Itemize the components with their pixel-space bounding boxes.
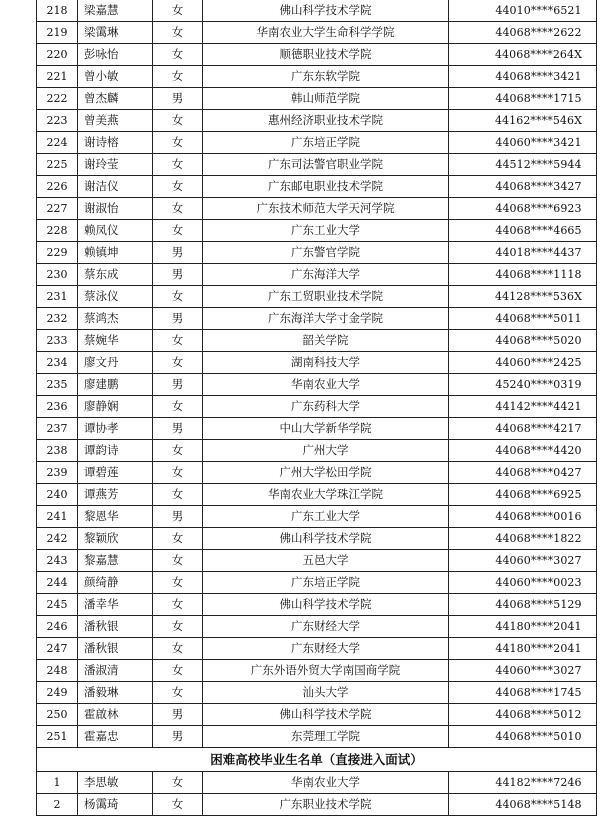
row-id-number: 44180****2041 [449,638,597,660]
row-number: 230 [37,264,78,286]
row-school: 广东海洋大学寸金学院 [203,308,449,330]
table-row [37,572,597,594]
row-school: 佛山科学技术学院 [203,0,449,22]
row-school: 韩山师范学院 [203,88,449,110]
row-school: 广州大学松田学院 [203,462,449,484]
row-gender: 女 [153,352,203,374]
row-number: 247 [37,638,78,660]
table-row [37,242,597,264]
row-id-number: 44162****546X [449,110,597,132]
row-gender: 男 [153,88,203,110]
row-name: 廖建鹏 [78,374,153,396]
row-name: 潘毅琳 [78,682,153,704]
row-name: 廖静娴 [78,396,153,418]
row-number: 226 [37,176,78,198]
row-name: 蔡鸿杰 [78,308,153,330]
row-gender: 女 [153,396,203,418]
row-school: 湖南科技大学 [203,352,449,374]
row-id-number: 44068****5010 [449,726,597,748]
row-name: 赖镇坤 [78,242,153,264]
row-number: 251 [37,726,78,748]
section-title-row [37,748,597,772]
row-number: 2 [37,794,78,816]
row-gender: 男 [153,704,203,726]
row-gender: 女 [153,286,203,308]
row-number: 223 [37,110,78,132]
row-school: 广东技术师范大学天河学院 [203,198,449,220]
table-row [37,704,597,726]
row-school: 广东培正学院 [203,132,449,154]
row-gender: 女 [153,0,203,22]
row-number: 233 [37,330,78,352]
row-id-number: 44068****1822 [449,528,597,550]
row-gender: 女 [153,220,203,242]
row-id-number: 44182****7246 [449,772,597,794]
row-gender: 女 [153,66,203,88]
table-row [37,352,597,374]
row-gender: 女 [153,44,203,66]
row-number: 228 [37,220,78,242]
row-gender: 男 [153,264,203,286]
row-id-number: 44018****4437 [449,242,597,264]
row-school: 广州大学 [203,440,449,462]
table-row [37,330,597,352]
row-id-number: 44060****2425 [449,352,597,374]
row-number: 242 [37,528,78,550]
table-row [37,660,597,682]
row-number: 232 [37,308,78,330]
row-gender: 男 [153,374,203,396]
table-row [37,286,597,308]
row-id-number: 44512****5944 [449,154,597,176]
row-id-number: 44068****1745 [449,682,597,704]
row-school: 惠州经济职业技术学院 [203,110,449,132]
row-gender: 女 [153,550,203,572]
row-number: 250 [37,704,78,726]
table-row [37,616,597,638]
row-name: 霍啟林 [78,704,153,726]
row-id-number: 44068****3421 [449,66,597,88]
table-row [37,198,597,220]
row-id-number: 44068****5020 [449,330,597,352]
row-number: 222 [37,88,78,110]
row-id-number: 44068****2622 [449,22,597,44]
row-id-number: 44068****5011 [449,308,597,330]
row-gender: 男 [153,726,203,748]
row-name: 谭燕芳 [78,484,153,506]
row-name: 潘幸华 [78,594,153,616]
row-school: 广东财经大学 [203,638,449,660]
table-row [37,264,597,286]
table-row [37,154,597,176]
row-school: 广东警官学院 [203,242,449,264]
row-gender: 女 [153,660,203,682]
row-gender: 女 [153,110,203,132]
row-id-number: 44128****536X [449,286,597,308]
table-row [37,22,597,44]
row-gender: 女 [153,176,203,198]
row-school: 华南农业大学 [203,374,449,396]
row-id-number: 44068****5148 [449,794,597,816]
row-school: 东莞理工学院 [203,726,449,748]
row-number: 218 [37,0,78,22]
row-name: 黎颖欣 [78,528,153,550]
row-id-number: 44068****1118 [449,264,597,286]
difficult-graduates-table-body [37,772,597,816]
row-name: 霍嘉忠 [78,726,153,748]
row-gender: 男 [153,308,203,330]
row-name: 曾小敏 [78,66,153,88]
row-number: 246 [37,616,78,638]
row-name: 彭咏怡 [78,44,153,66]
row-school: 佛山科学技术学院 [203,528,449,550]
row-school: 佛山科学技术学院 [203,704,449,726]
row-school: 广东财经大学 [203,616,449,638]
row-number: 221 [37,66,78,88]
row-name: 李思敏 [78,772,153,794]
row-id-number: 44068****0427 [449,462,597,484]
row-number: 237 [37,418,78,440]
row-number: 224 [37,132,78,154]
table-row [37,396,597,418]
row-number: 229 [37,242,78,264]
row-id-number: 44068****0016 [449,506,597,528]
row-number: 243 [37,550,78,572]
table-row [37,440,597,462]
section-header [37,748,597,772]
table-row [37,682,597,704]
table-row [37,794,597,816]
row-id-number: 44060****3027 [449,550,597,572]
row-number: 240 [37,484,78,506]
row-id-number: 44142****4421 [449,396,597,418]
row-id-number: 44068****1715 [449,88,597,110]
row-name: 杨霭琦 [78,794,153,816]
candidate-table [36,0,597,816]
row-id-number: 44068****4217 [449,418,597,440]
row-name: 颜绮静 [78,572,153,594]
table-row [37,594,597,616]
row-id-number: 44068****5012 [449,704,597,726]
row-number: 220 [37,44,78,66]
row-name: 蔡东成 [78,264,153,286]
row-school: 佛山科学技术学院 [203,594,449,616]
row-school: 广东工业大学 [203,506,449,528]
row-gender: 女 [153,132,203,154]
table-row [37,132,597,154]
table-row [37,462,597,484]
row-gender: 男 [153,242,203,264]
row-name: 谭协孝 [78,418,153,440]
row-school: 华南农业大学生命科学学院 [203,22,449,44]
row-name: 蔡婉华 [78,330,153,352]
row-name: 曾杰麟 [78,88,153,110]
table-row [37,484,597,506]
row-name: 梁嘉慧 [78,0,153,22]
row-school: 顺德职业技术学院 [203,44,449,66]
row-name: 黎恩华 [78,506,153,528]
section-title: 困难高校毕业生名单（直接进入面试） [37,748,597,772]
row-number: 219 [37,22,78,44]
table-row [37,0,597,22]
row-number: 249 [37,682,78,704]
row-gender: 女 [153,638,203,660]
row-school: 汕头大学 [203,682,449,704]
table-row [37,726,597,748]
row-school: 五邑大学 [203,550,449,572]
row-number: 227 [37,198,78,220]
row-gender: 女 [153,462,203,484]
row-id-number: 44060****3421 [449,132,597,154]
table-row [37,220,597,242]
table-row [37,88,597,110]
row-name: 谢玲莹 [78,154,153,176]
row-school: 广东邮电职业技术学院 [203,176,449,198]
row-school: 广东司法警官职业学院 [203,154,449,176]
row-number: 238 [37,440,78,462]
row-number: 244 [37,572,78,594]
row-number: 231 [37,286,78,308]
table-row [37,638,597,660]
row-number: 225 [37,154,78,176]
row-gender: 女 [153,22,203,44]
row-school: 广东药科大学 [203,396,449,418]
row-name: 蔡泳仪 [78,286,153,308]
row-id-number: 44068****3427 [449,176,597,198]
row-school: 广东海洋大学 [203,264,449,286]
row-gender: 女 [153,198,203,220]
table-row [37,308,597,330]
row-number: 248 [37,660,78,682]
row-name: 潘秋银 [78,638,153,660]
row-gender: 女 [153,594,203,616]
table-row [37,418,597,440]
row-school: 广东培正学院 [203,572,449,594]
row-id-number: 44068****264X [449,44,597,66]
row-name: 赖凤仪 [78,220,153,242]
row-id-number: 44060****3027 [449,660,597,682]
table-row [37,772,597,794]
row-gender: 女 [153,682,203,704]
row-name: 谢淑怡 [78,198,153,220]
table-row [37,528,597,550]
row-gender: 女 [153,794,203,816]
candidate-table-body [37,0,597,748]
row-school: 广东东软学院 [203,66,449,88]
row-gender: 女 [153,572,203,594]
row-school: 广东工贸职业技术学院 [203,286,449,308]
table-row [37,374,597,396]
row-school: 韶关学院 [203,330,449,352]
row-name: 谢洁仪 [78,176,153,198]
row-school: 华南农业大学 [203,772,449,794]
row-gender: 男 [153,506,203,528]
table-row [37,110,597,132]
row-number: 245 [37,594,78,616]
row-name: 廖文丹 [78,352,153,374]
table-row [37,44,597,66]
row-gender: 女 [153,484,203,506]
row-name: 黎嘉慧 [78,550,153,572]
row-id-number: 44060****0023 [449,572,597,594]
row-number: 1 [37,772,78,794]
row-gender: 女 [153,154,203,176]
table-row [37,506,597,528]
row-name: 曾美燕 [78,110,153,132]
row-id-number: 44068****4420 [449,440,597,462]
row-school: 中山大学新华学院 [203,418,449,440]
row-name: 潘淑清 [78,660,153,682]
row-school: 华南农业大学珠江学院 [203,484,449,506]
row-name: 梁霭琳 [78,22,153,44]
row-gender: 女 [153,616,203,638]
row-gender: 男 [153,418,203,440]
row-id-number: 44180****2041 [449,616,597,638]
row-number: 234 [37,352,78,374]
table-row [37,550,597,572]
row-gender: 女 [153,528,203,550]
row-gender: 女 [153,440,203,462]
row-name: 潘秋银 [78,616,153,638]
row-number: 241 [37,506,78,528]
row-id-number: 45240****0319 [449,374,597,396]
row-school: 广东外语外贸大学南国商学院 [203,660,449,682]
row-id-number: 44010****6521 [449,0,597,22]
row-number: 236 [37,396,78,418]
table-row [37,176,597,198]
row-id-number: 44068****4665 [449,220,597,242]
row-number: 235 [37,374,78,396]
row-school: 广东职业技术学院 [203,794,449,816]
row-gender: 女 [153,330,203,352]
row-number: 239 [37,462,78,484]
row-school: 广东工业大学 [203,220,449,242]
row-id-number: 44068****6925 [449,484,597,506]
row-name: 谭碧莲 [78,462,153,484]
row-id-number: 44068****5129 [449,594,597,616]
row-id-number: 44068****6923 [449,198,597,220]
row-name: 谭韵诗 [78,440,153,462]
row-gender: 女 [153,772,203,794]
table-row [37,66,597,88]
row-name: 谢诗榕 [78,132,153,154]
